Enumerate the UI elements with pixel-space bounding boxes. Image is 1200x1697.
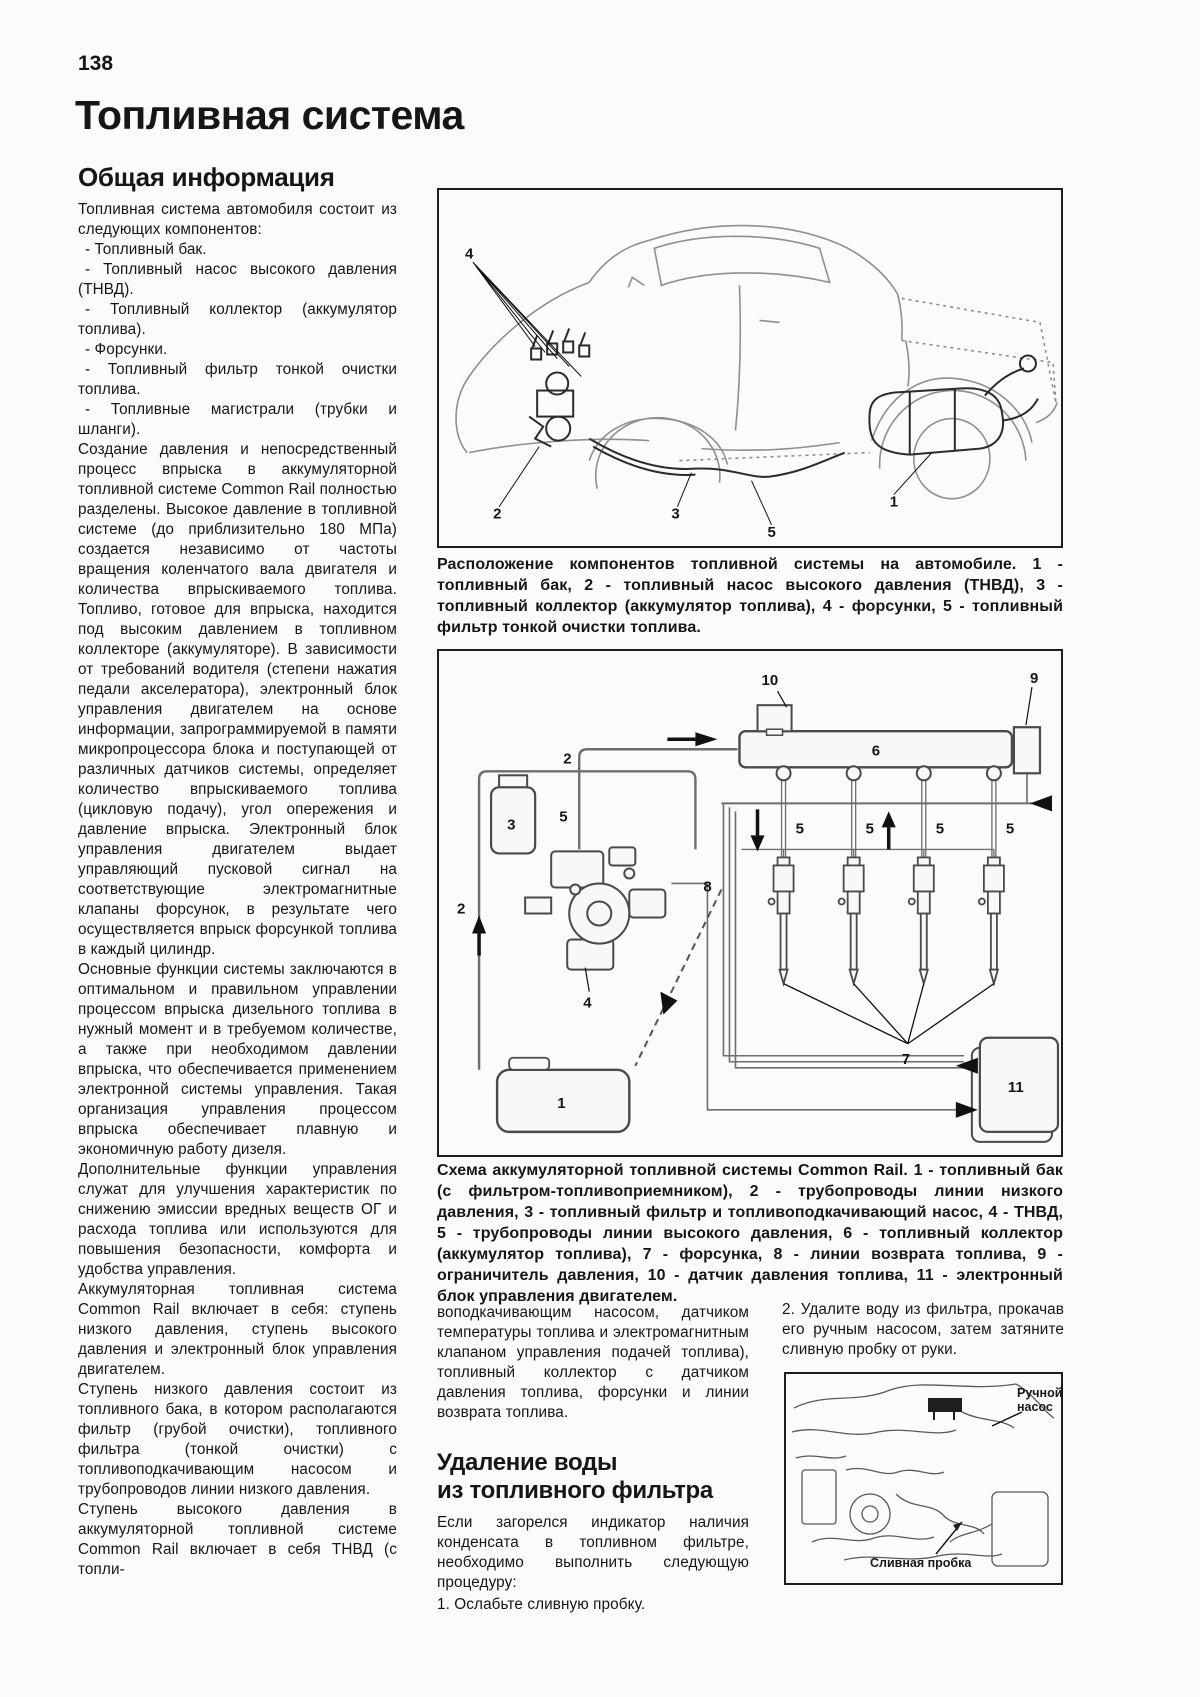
schem-callout-2: 2	[563, 750, 572, 768]
schematic-figure-caption: Схема аккумуляторной топливной системы Common Rail. 1 - топливный бак (с фильтром-топливоприемником), 2 - трубопроводы линии низкого давления, 3 - топливный фильтр и топливоподкачивающий насос, 4 - ТНВД, 5 - трубопроводы линии высокого давления, 6 - топливный коллектор (аккумулятор топлива), 7 - форсунка, 8 - линии возврата топлива, 9 - ограничитель давления, 10 - датчик давления топлива, 11 - электронный блок управления двигателем.	[437, 1162, 1063, 1305]
common-rail-schematic	[439, 651, 1061, 1155]
car-callout-4: 4	[465, 245, 474, 263]
hand-pump-label: Ручной насос	[1017, 1386, 1063, 1414]
car-callout-2: 2	[493, 505, 502, 523]
schem-callout-5: 5	[935, 820, 945, 838]
body-paragraph: Основные функции системы заключаются в оптимальном и правильном управлении процессом впрыска дизельного топлива в нужный момент и в требуемом количестве, а также при необходимом давлении впрыска, что обеспечивается применением электронной системы управления. Такая организация управления процессом впрыска обеспечивает плавную и экономичную работу дизеля.	[78, 961, 397, 1158]
car-figure-caption: Расположение компонентов топливной системы на автомобиле. 1 - топливный бак, 2 - топливный насос высокого давления (ТНВД), 3 - топливный коллектор (аккумулятор топлива), 4 - форсунки, 5 - топливный фильтр тонкой очистки топлива.	[437, 556, 1063, 636]
procedure-step-1: 1. Ослабьте сливную пробку.	[437, 1596, 646, 1613]
procedure-step-2: 2. Удалите воду из фильтра, прокачав его ручным насосом, затем затяните сливную пробку от руки.	[782, 1301, 1064, 1358]
schem-callout-10: 10	[761, 672, 779, 690]
right-column	[782, 1300, 1064, 1360]
engine-figure	[784, 1372, 1063, 1585]
body-paragraph: Аккумуляторная топливная система Common Rail включает в себя: ступень низкого давления, ступень высокого давления и электронный блок управления двигателем.	[78, 1281, 397, 1378]
section-heading-general: Общая информация	[78, 162, 335, 192]
body-paragraph: Дополнительные функции управления служат для улучшения характеристик по снижению эмиссии вредных веществ ОГ и расхода топлива или используются для повышения безопасности, комфорта и удобства управления.	[78, 1161, 397, 1278]
car-callout-3: 3	[671, 505, 680, 523]
schem-callout-5: 5	[559, 808, 568, 826]
component-list-item: - Топливный фильтр тонкой очистки топлива.	[78, 361, 397, 398]
section-heading-water-removal	[437, 1449, 749, 1505]
component-list-item: - Топливные магистрали (трубки и шланги).	[78, 401, 397, 438]
car-figure	[437, 188, 1063, 548]
schem-callout-3: 3	[507, 816, 516, 834]
continuation-paragraph: воподкачивающим насосом, датчиком температуры топлива и электромагнитным клапаном управления подачей топлива), топливный коллектор с датчиком давления топлива, форсунки и линии возврата топлива.	[437, 1304, 749, 1421]
schem-callout-6: 6	[871, 742, 881, 760]
schematic-figure	[437, 649, 1063, 1157]
drain-plug-label: Сливная пробка	[870, 1556, 972, 1570]
car-callout-1: 1	[889, 493, 899, 511]
body-paragraph: Ступень низкого давления состоит из топливного бака, в котором располагаются фильтр (грубой очистки), топливного фильтра (тонкой очистки) с топливоподкачивающим насосом и трубопроводов линии низкого давления.	[78, 1381, 397, 1498]
schem-callout-11: 11	[1007, 1078, 1024, 1096]
intro-paragraph: Топливная система автомобиля состоит из следующих компонентов:	[78, 201, 397, 238]
car-diagram	[439, 190, 1061, 546]
page-title: Топливная система	[75, 92, 464, 138]
schem-callout-7: 7	[901, 1050, 911, 1068]
component-list-item: - Топливный коллектор (аккумулятор топлива).	[78, 301, 397, 338]
schem-callout-9: 9	[1029, 670, 1039, 688]
body-paragraph: Ступень высокого давления в аккумуляторной топливной системе Common Rail включает в себя ТНВД (с топли-	[78, 1501, 397, 1578]
schem-callout-5: 5	[1005, 820, 1015, 838]
component-list-item: - Топливный насос высокого давления (ТНВД).	[78, 261, 397, 298]
heading-line: Удаление воды	[437, 1449, 618, 1476]
schem-callout-4: 4	[583, 994, 592, 1012]
heading-line: из топливного фильтра	[437, 1477, 713, 1504]
component-list-item: - Топливный бак.	[85, 241, 207, 258]
schem-callout-5: 5	[865, 820, 875, 838]
schem-callout-1: 1	[557, 1094, 566, 1112]
middle-column	[437, 1303, 749, 1615]
schem-callout-8: 8	[703, 878, 712, 896]
schem-callout-5: 5	[795, 820, 804, 838]
component-list-item: - Форсунки.	[85, 341, 168, 358]
water-removal-intro: Если загорелся индикатор наличия конденсата в топливном фильтре, необходимо выполнить следующую процедуру:	[437, 1514, 749, 1591]
body-paragraph: Создание давления и непосредственный процесс впрыска в аккумуляторной топливной системе Common Rail полностью разделены. Высокое давление в топливной системе (до приблизительно 180 МПа) создается независимо от частоты вращения коленчатого вала двигателя и количества впрыскиваемого топлива. Топливо, готовое для впрыска, находится под высоким давлением в топливном коллекторе (аккумуляторе). В зависимости от требований водителя (степени нажатия педали акселератора), электронный блок управления двигателем на основе информации, запрограммируемой в памяти микропроцессора блока и поступающей от различных датчиков системы, определяет количество впрыскиваемого топлива (цикловую подачу), угол опережения и давление впрыска. Электронный блок управления двигателем выдает управляющий пусковой сигнал на соответствующие электромагнитные клапаны форсунок, в результате чего осуществляется впрыск форсункой топлива в каждый цилиндр.	[78, 441, 397, 958]
schem-callout-2: 2	[457, 900, 466, 918]
highlighted-part	[928, 1398, 962, 1412]
car-callout-5: 5	[767, 523, 776, 541]
left-column	[78, 162, 397, 1580]
page-number: 138	[78, 52, 114, 75]
